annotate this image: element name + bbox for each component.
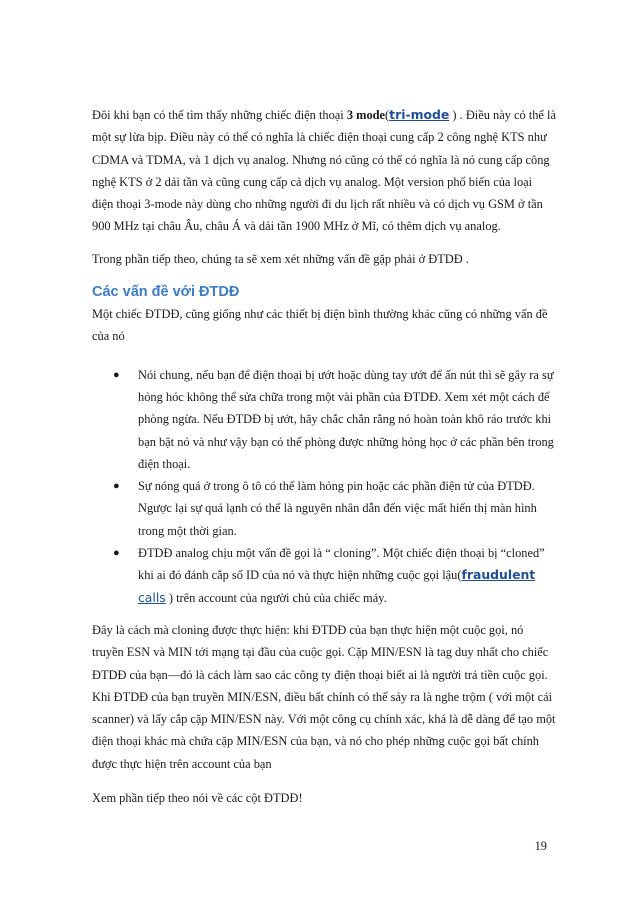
bullet-icon: ● [113,368,120,381]
bold-term-3-mode: 3 mode [346,108,386,122]
paragraph-next-towers: Xem phần tiếp theo nói về các cột ĐTDĐ! [92,791,303,806]
list-item-text [138,546,545,605]
para1-text-start: Đôi khi bạn có thể tìm thấy những chiếc điện thoại [92,108,347,122]
calls-link[interactable]: calls [138,589,166,605]
list-item-water-damage [92,364,556,475]
problems-list [92,364,556,609]
page-number: 19 [534,839,547,853]
cloning-text-start: ĐTDĐ analog chịu một vấn đề gọi là “ cloning”. Một chiếc điện thoại bị “cloned” khi ai đó đánh cắp số ID của nó và thực hiện những cuộc gọi lậu( [138,546,545,583]
bullet-icon: ● [113,547,120,560]
page-content [92,104,556,809]
paragraph-tri-mode [92,104,556,238]
para1-text-rest: ) . Điều này có thể là một sự lừa bịp. Điều này có thể có nghĩa là chiếc điện thoại cung cấp 2 công nghệ KTS như CDMA và TDMA, và 1 dịch vụ analog. Nhưng nó cũng có thể có nghĩa là nó cung cấp công nghệ KTS ở 2 dải tần và cũng cung cấp cả dịch vụ analog. Một version phổ biến của loại điện thoại 3-mode này dùng cho những người đi du lịch rất nhiều và có dịch vụ GSM ở tần 900 MHz tại châu Âu, châu Á và dải tần 1900 MHz ở Mĩ, có thêm dịch vụ analog. [92,108,556,234]
paragraph-cloning-explanation: Đây là cách mà cloning được thực hiện: khi ĐTDĐ của bạn thực hiện một cuộc gọi, nó truyền ESN và MIN tới mạng tại đầu của cuộc gọi. Cặp MIN/ESN là tag duy nhất cho chiếc ĐTDĐ của bạn—đó là cách làm sao các công ty điện thoại biết ai là người trả tiền cuộc gọi. Khi ĐTDĐ của bạn truyền MIN/ESN, điều bất chính có thể sảy ra là nghe trộm ( với một cái scanner) và lấy cắp cặp MIN/ESN này. Với một công cụ chính xác, khá là dễ dàng để tạo một điện thoại khác mà chứa cặp MIN/ESN của bạn, và nó cho phép những cuộc gọi bất chính được thực hiện trên account của bạn [92,622,556,771]
section-intro: Một chiếc ĐTDĐ, cũng giống như các thiết bị điện bình thường khác cũng có những vấn đề của nó [92,307,548,344]
section-heading: Các vấn đề với ĐTDĐ [92,284,240,301]
list-item-temperature [92,475,556,542]
paren-open: ( [385,108,390,122]
list-item-text: Sự nóng quá ở trong ô tô có thể làm hỏng pin hoặc các phần điện tử của ĐTDĐ. Ngược lại sự quá lạnh có thể là nguyên nhân dẫn đến việc mất hiển thị màn hình trong một thời gian. [138,479,537,538]
list-item-cloning [92,542,556,609]
paragraph-next-section: Trong phần tiếp theo, chúng ta sẽ xem xét những vấn đề gặp phải ở ĐTDĐ . [92,251,469,266]
bullet-icon: ● [113,480,120,493]
list-item-text: Nói chung, nếu bạn để điện thoại bị ướt hoặc dùng tay ướt để ấn nút thì sẽ gây ra sự hỏng hóc không thể sửa chữa trong một vài phần của ĐTDĐ. Xem xét một cách để phòng ngừa. Nếu ĐTDĐ bị ướt, hãy chắc chắn rằng nó hoàn toàn khô ráo trước khi bạn bật nó và như vậy bạn có thể phòng được những hỏng học ở các phần bên trong điện thoại. [138,367,554,471]
cloning-text-end: ) trên account của người chủ của chiếc máy. [165,590,387,605]
fraudulent-link[interactable]: fraudulent [461,567,536,583]
tri-mode-link[interactable]: tri-mode [389,107,450,122]
